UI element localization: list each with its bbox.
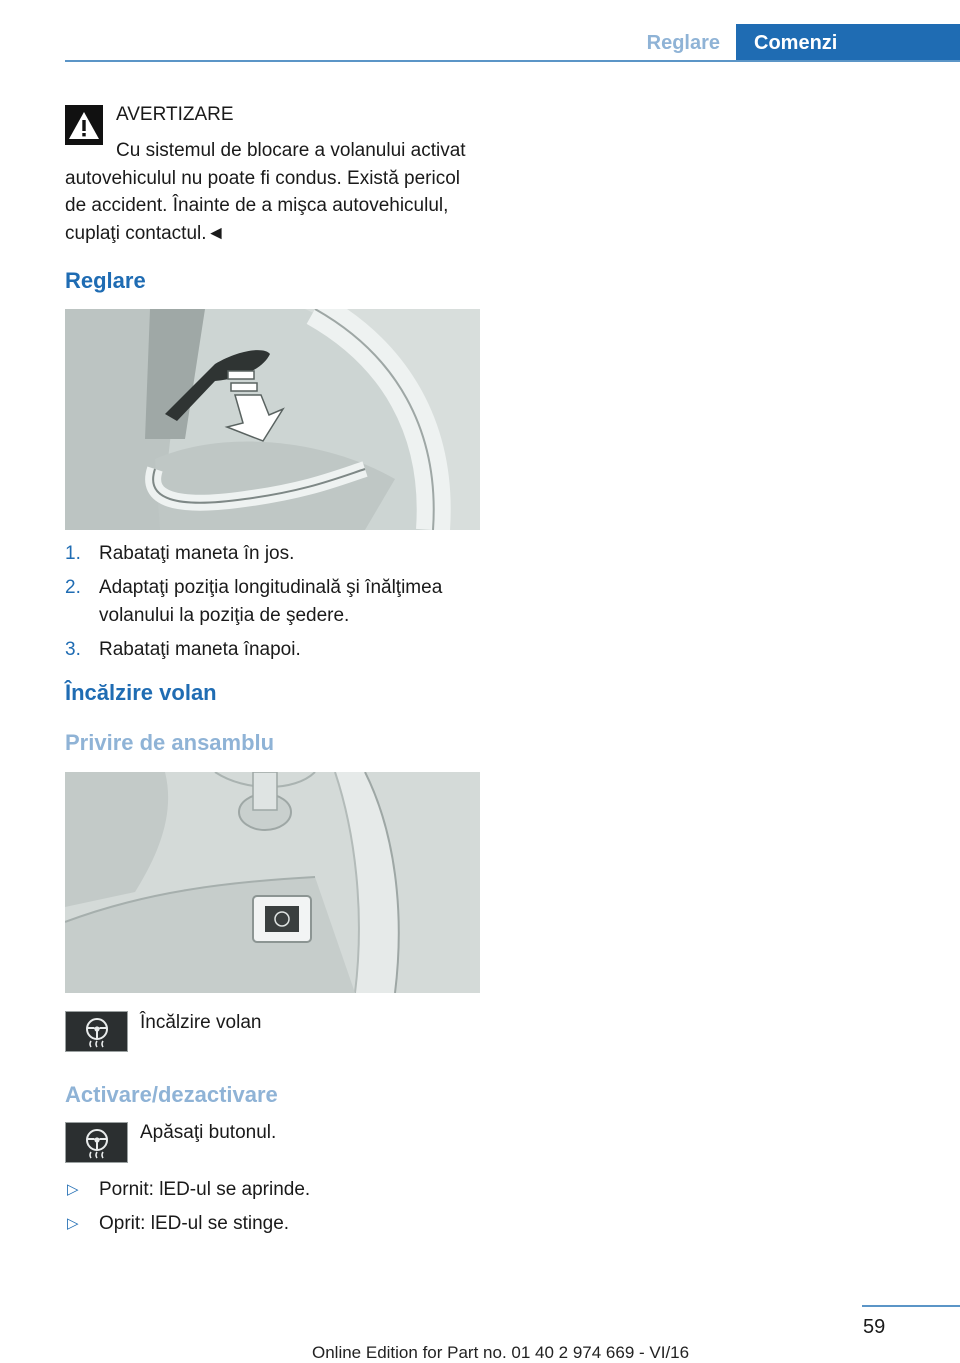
list-item [65, 1210, 485, 1238]
page-number: 59 [863, 1316, 886, 1338]
toggle-heading: Activare/dezactivare [65, 1082, 278, 1107]
warning-text: Cu sistemul de blocare a volanului activat autovehiculul nu poate fi condus. Există pericol de accident. Înainte de a mişca autovehiculul, cuplaţi contactul.◄ [65, 140, 466, 244]
step-number: 2. [65, 577, 81, 598]
header-rule [65, 60, 960, 62]
heated-steering-wheel-icon [65, 1122, 128, 1163]
steering-lever-illustration [65, 309, 480, 530]
heated-wheel-button-label: Încălzire volan [140, 1012, 262, 1033]
step-text: Rabataţi maneta înapoi. [99, 639, 301, 660]
warning-title: AVERTIZARE [116, 104, 234, 125]
list-item [65, 540, 485, 568]
reglare-steps [65, 540, 485, 670]
heated-steering-wheel-icon [65, 1011, 128, 1052]
overview-heading: Privire de ansamblu [65, 730, 275, 755]
toggle-instruction: Apăsaţi butonul. [140, 1122, 277, 1143]
heated-wheel-heading: Încălzire volan [65, 680, 217, 705]
header-chapter-tab [736, 24, 960, 62]
heated-wheel-button-illustration [65, 772, 480, 993]
edition-line: Online Edition for Part no. 01 40 2 974 669 - VI/16 [312, 1343, 690, 1362]
list-item [65, 636, 485, 664]
state-text: Oprit: lED-ul se stinge. [99, 1213, 290, 1234]
step-text: Adaptaţi poziţia longitudinală şi înălţimea volanului la poziţia de şedere. [99, 577, 443, 626]
list-item [65, 574, 485, 630]
reglare-heading: Reglare [65, 268, 146, 293]
footer-rule [862, 1305, 960, 1307]
bullet-icon: ▷ [67, 1215, 79, 1232]
step-text: Rabataţi maneta în jos. [99, 543, 295, 564]
header-chapter-label: Comenzi [754, 31, 838, 54]
state-text: Pornit: lED-ul se aprinde. [99, 1179, 311, 1200]
step-number: 1. [65, 543, 81, 564]
step-number: 3. [65, 639, 81, 660]
list-item [65, 1176, 485, 1204]
toggle-states [65, 1176, 485, 1244]
bullet-icon: ▷ [67, 1181, 79, 1198]
header-section: Reglare [646, 32, 720, 54]
